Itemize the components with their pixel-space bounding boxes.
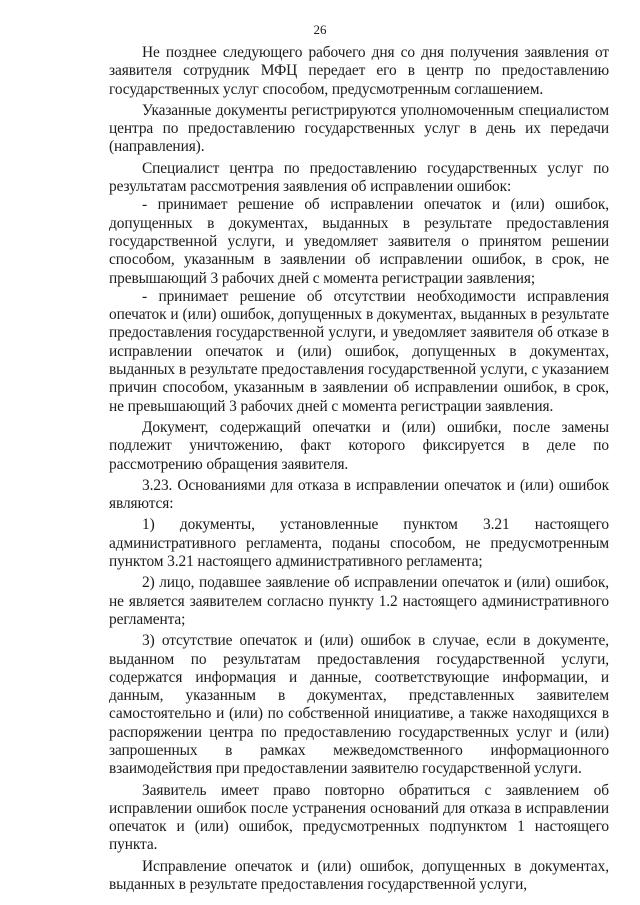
paragraph-clause-3-23: 3.23. Основаниями для отказа в исправлении опечаток и (или) ошибок являются: [109,476,609,513]
paragraph-ground-2: 2) лицо, подавшее заявление об исправлении опечаток и (или) ошибок, не является заявителем согласно пункту 1.2 настоящего административного регламента; [109,574,609,628]
paragraph-document-destruction: Документ, содержащий опечатки и (или) ошибки, после замены подлежит уничтожению, факт которого фиксируется в деле по рассмотрению обращения заявителя. [109,418,609,473]
paragraph-repeat-application: Заявитель имеет право повторно обратиться с заявлением об исправлении ошибок после устранения оснований для отказа в исправлении опечаток и (или) ошибок, предусмотренных подпунктом 1 настоящего пункта. [109,781,609,854]
paragraph-registration: Указанные документы регистрируются уполномоченным специалистом центра по предоставлению государственных услуг в день их передачи (направления). [109,101,609,156]
paragraph-ground-3: 3) отсутствие опечаток и (или) ошибок в случае, если в документе, выданном по результатам предоставления государственной услуги, содержатся информация и данные, соответствующие информации, и данным, указанным в документах, представленных заявителем самостоятельно и (или) по собственной инициативе, а также находящихся в распоряжении центра по предоставлению государственных услуг и (или) запрошенных в рамках межведомственного информационного взаимодействия при предоставлении заявителю государственной услуги. [109,632,609,778]
paragraph-specialist-review: Специалист центра по предоставлению государственных услуг по результатам рассмотрения заявления об исправлении ошибок: [109,159,609,196]
paragraph-decision-correction: - принимает решение об исправлении опечаток и (или) ошибок, допущенных в документах, выданных в результате предоставления государственной услуги, и уведомляет заявителя о принятом решении способом, указанным в заявлении об исправлении ошибок, в срок, не превышающий 3 рабочих дней с момента регистрации заявления; [109,196,609,287]
paragraph-ground-1: 1) документы, установленные пунктом 3.21 настоящего административного регламента, поданы способом, не предусмотренным пунктом 3.21 настоящего административного регламента; [109,516,609,571]
page-number: 26 [313,22,327,37]
paragraph-correction-procedure: Исправление опечаток и (или) ошибок, допущенных в документах, выданных в результате предоставления государственной услуги, [109,857,609,894]
document-body [109,44,609,894]
paragraph-decision-refusal: - принимает решение об отсутствии необходимости исправления опечаток и (или) ошибок, допущенных в документах, выданных в результате предоставления государственной услуги, и уведомляет заявителя об отказе в исправлении опечаток и (или) ошибок, допущенных в документах, выданных в результате предоставления государственной услуги, с указанием причин способом, указанным в заявлении об исправлении ошибок, в срок, не превышающий 3 рабочих дней с момента регистрации заявления. [109,287,609,415]
paragraph-mfc-transfer: Не позднее следующего рабочего дня со дня получения заявления от заявителя сотрудник МФЦ передает его в центр по предоставлению государственных услуг способом, предусмотренным соглашением. [109,44,609,98]
